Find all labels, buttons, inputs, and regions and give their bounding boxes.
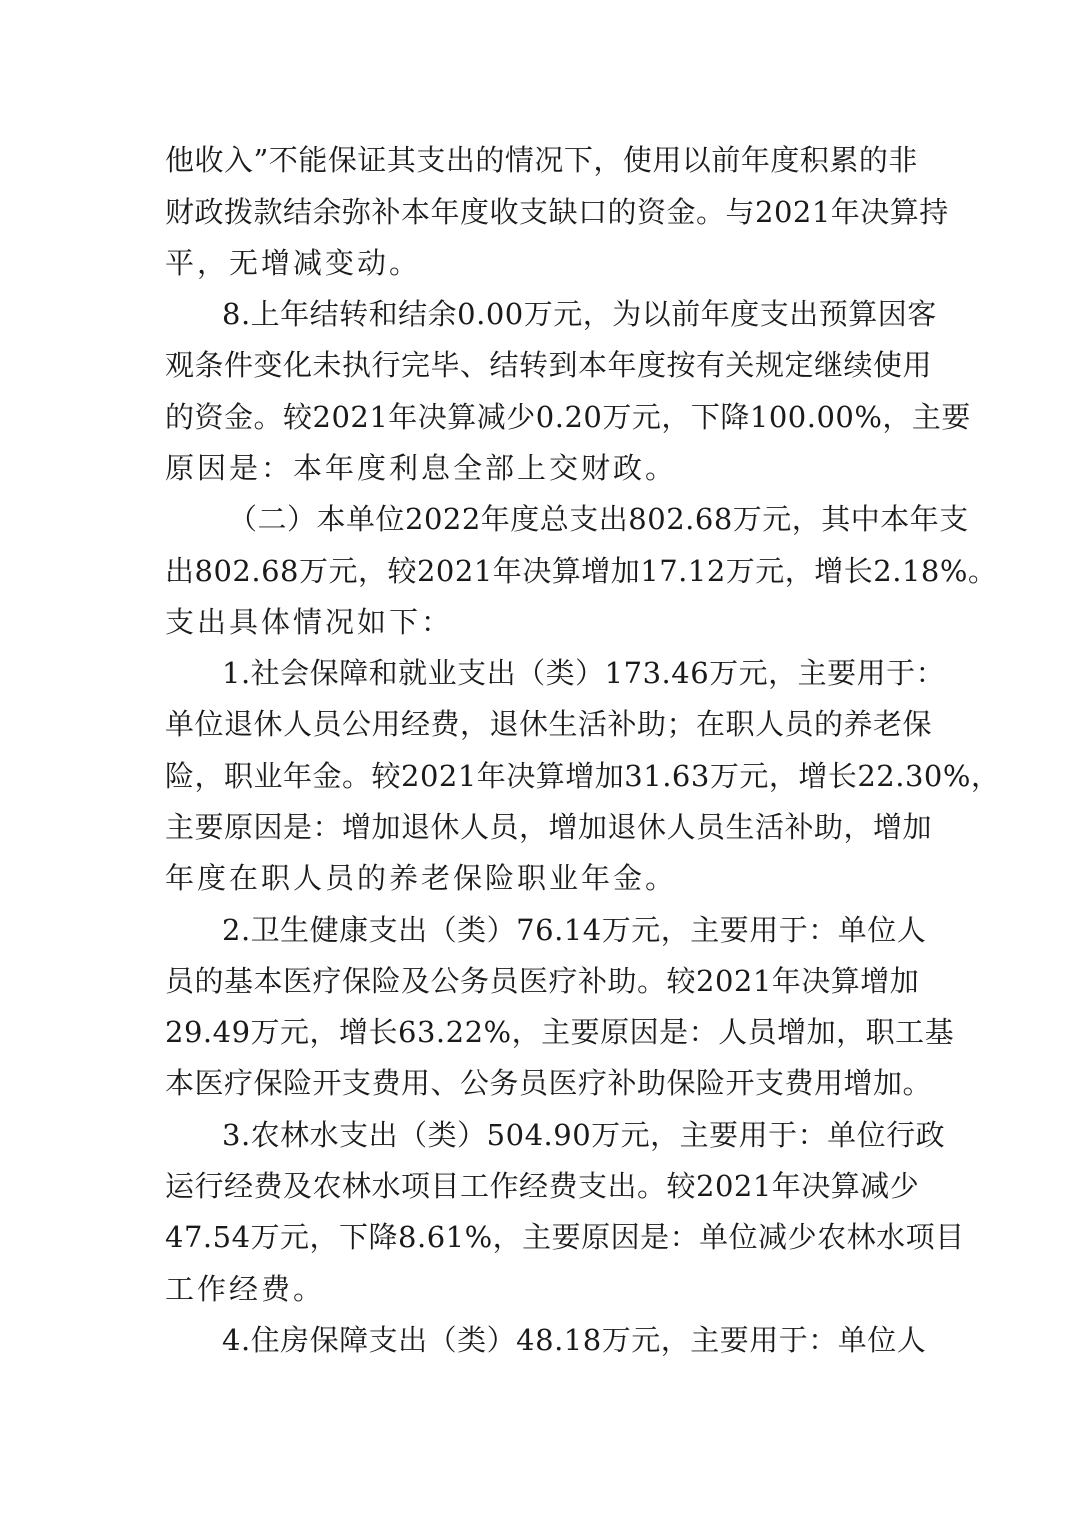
text-line: 3.农林水支出（类）504.90万元，主要用于：单位行政 (222, 1118, 946, 1152)
text-line: 主要原因是：增加退休人员，增加退休人员生活补助，增加 (165, 810, 933, 844)
text-line: 运行经费及农林水项目工作经费支出。较2021年决算减少 (165, 1169, 920, 1203)
text-line: 1.社会保障和就业支出（类）173.46万元，主要用于： (222, 656, 946, 690)
text-line: 本医疗保险开支费用、公务员医疗补助保险开支费用增加。 (165, 1066, 933, 1100)
text-line: 险，职业年金。较2021年决算增加31.63万元，增长22.30%， (165, 759, 1001, 793)
text-line: 的资金。较2021年决算减少0.20万元，下降100.00%，主要 (165, 400, 971, 434)
text-line: 年度在职人员的养老保险职业年金。 (165, 861, 678, 895)
text-line: 员的基本医疗保险及公务员医疗补助。较2021年决算增加 (165, 964, 920, 998)
text-line: 工作经费。 (165, 1272, 326, 1306)
text-line: 观条件变化未执行完毕、结转到本年度按有关规定继续使用 (165, 348, 933, 382)
text-line: 他收入”不能保证其支出的情况下，使用以前年度积累的非 (165, 143, 918, 177)
text-line: 支出具体情况如下： (165, 605, 454, 639)
text-line: 8.上年结转和结余0.00万元，为以前年度支出预算因客 (222, 297, 937, 331)
text-line: 原因是：本年度利息全部上交财政。 (165, 451, 678, 485)
text-line: 2.卫生健康支出（类）76.14万元，主要用于：单位人 (222, 913, 927, 947)
text-line: 单位退休人员公用经费，退休生活补助；在职人员的养老保 (165, 707, 933, 741)
text-line: 财政拨款结余弥补本年度收支缺口的资金。与2021年决算持 (165, 195, 949, 229)
text-line: 29.49万元，增长63.22%，主要原因是：人员增加，职工基 (165, 1015, 955, 1049)
text-line: 47.54万元，下降8.61%，主要原因是：单位减少农林水项目 (165, 1220, 965, 1254)
text-line: 4.住房保障支出（类）48.18万元，主要用于：单位人 (222, 1323, 927, 1357)
text-line: （二）本单位2022年度总支出802.68万元，其中本年支 (228, 502, 969, 536)
text-line: 平，无增减变动。 (165, 246, 422, 280)
text-line: 出802.68万元，较2021年决算增加17.12万元，增长2.18%。 (165, 554, 998, 588)
